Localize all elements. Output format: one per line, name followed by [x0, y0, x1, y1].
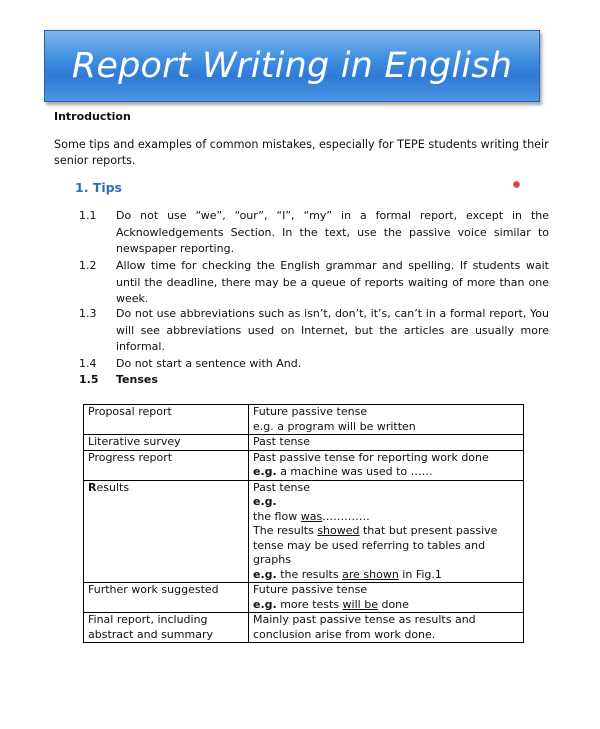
cell-text: the results: [276, 567, 343, 581]
introduction-heading: Introduction: [54, 110, 131, 123]
cell-line: Further work suggested: [88, 583, 219, 596]
cell-line: [253, 568, 519, 583]
report-type-cell: [84, 613, 249, 643]
cell-text: e.g.: [253, 495, 277, 508]
cell-line: abstract and summary: [88, 627, 213, 641]
tense-cell: [249, 583, 524, 613]
report-type-cell: [84, 583, 249, 613]
tip-text: Do not use abbreviations such as isn’t, don’t, it’s, can’t in a formal report, You will see abbreviations used on Internet, but the articles are usually more informal.: [116, 307, 549, 353]
tip-number: 1.2: [79, 259, 97, 272]
cell-text: e.g.: [253, 567, 277, 581]
title-banner: [44, 30, 540, 102]
bullet-dot-icon: [513, 181, 520, 188]
cell-text: esults: [96, 480, 130, 494]
cell-text: e.g.: [253, 597, 277, 611]
cell-line: [253, 598, 519, 613]
cell-line: Progress report: [88, 450, 173, 464]
cell-text: R: [88, 480, 97, 494]
cell-text: was: [300, 509, 323, 523]
cell-text: e.g.: [253, 465, 277, 478]
cell-line: [253, 510, 519, 525]
table-row: [84, 450, 524, 480]
cell-text: e.g. a program will be written: [253, 419, 416, 433]
introduction-text: Some tips and examples of common mistakes, especially for TEPE students writing their senior reports.: [54, 138, 549, 167]
cell-text: Past tense: [253, 435, 310, 448]
report-type-cell: [84, 480, 249, 583]
cell-text: in Fig.1: [398, 567, 442, 581]
report-type-cell: [84, 435, 249, 451]
table-row: [84, 583, 524, 613]
cell-line: [253, 495, 519, 510]
cell-line: Literative survey: [88, 435, 181, 448]
table-row: [84, 613, 524, 643]
cell-line: [253, 405, 519, 420]
tense-cell: [249, 480, 524, 583]
tense-cell: [249, 405, 524, 435]
tip-text: Allow time for checking the English grammar and spelling. If students wait until the deadline, there may be a queue of reports waiting of more than one week.: [116, 259, 549, 305]
cell-line: Proposal report: [88, 405, 172, 418]
cell-line: [253, 553, 519, 568]
page-title: Report Writing in English: [71, 46, 513, 86]
cell-text: The results: [253, 524, 318, 537]
cell-line: [253, 481, 519, 496]
cell-text: Past passive tense for reporting work done: [253, 450, 489, 464]
cell-text: more tests: [276, 597, 343, 611]
tip-number: 1.1: [79, 209, 97, 222]
cell-text: tense may be used referring to tables and: [253, 538, 486, 552]
tenses-table: [83, 404, 524, 643]
table-row: [84, 405, 524, 435]
cell-text: Future passive tense: [253, 405, 368, 418]
tip-text: Do not use “we”, “our”, “I”, “my” in a formal report, except in the Acknowledgements Section. In the text, use the passive voice similar to newspaper reporting.: [116, 209, 549, 255]
cell-line: [253, 524, 519, 539]
cell-line: [253, 628, 519, 643]
tense-cell: [249, 450, 524, 480]
cell-text: Past tense: [253, 480, 310, 494]
tip-number: 1.3: [79, 307, 97, 320]
cell-text: Mainly past passive tense as results and: [253, 613, 476, 626]
cell-line: [253, 539, 519, 554]
report-type-cell: [84, 405, 249, 435]
cell-line: [253, 435, 519, 450]
cell-line: Final report, including: [88, 613, 208, 626]
cell-text: Future passive tense: [253, 583, 368, 596]
cell-text: done: [377, 597, 409, 611]
cell-line: [253, 583, 519, 598]
cell-line: [253, 451, 519, 466]
cell-text: a machine was used to ……: [276, 465, 433, 478]
cell-text: graphs: [253, 553, 291, 566]
report-type-cell: [84, 450, 249, 480]
cell-text: showed: [317, 524, 360, 537]
cell-text: the flow: [253, 509, 301, 523]
tense-cell: [249, 613, 524, 643]
cell-text: conclusion arise from work done.: [253, 627, 436, 641]
table-row: [84, 435, 524, 451]
cell-line: [253, 420, 519, 435]
tense-cell: [249, 435, 524, 451]
cell-text: will be: [342, 597, 378, 611]
tip-text: Tenses: [116, 373, 158, 386]
tips-heading: 1. Tips: [75, 180, 122, 195]
tip-number: 1.4: [79, 357, 97, 370]
cell-line: [253, 613, 519, 628]
cell-text: that but present passive: [359, 524, 498, 537]
cell-line: [88, 481, 244, 496]
cell-text: ………….: [322, 509, 370, 523]
cell-text: are shown: [342, 567, 399, 581]
tip-number: 1.5: [79, 373, 99, 386]
table-row: [84, 480, 524, 583]
tip-text: Do not start a sentence with And.: [116, 357, 302, 370]
cell-line: [253, 465, 519, 480]
